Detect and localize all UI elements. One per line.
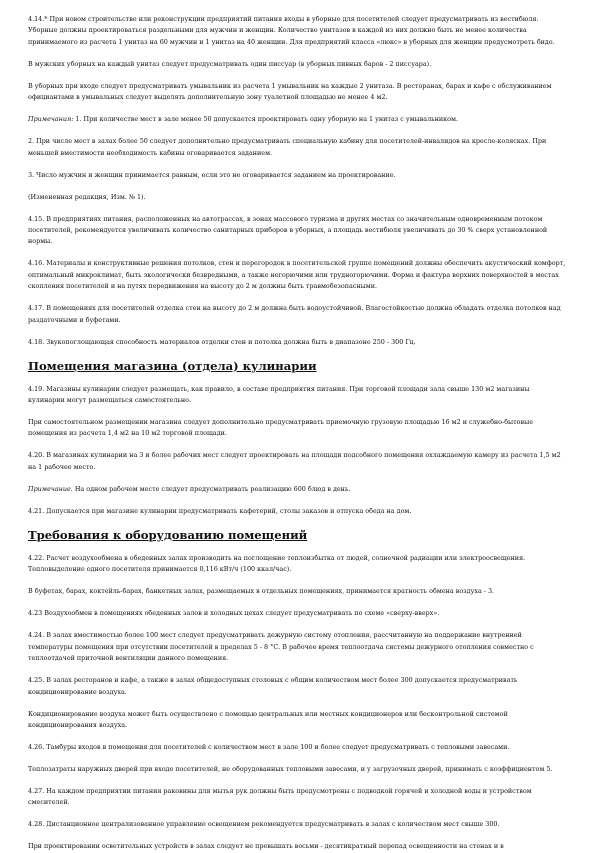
paragraph-4-27: 4.27. На каждом предприятии питания раковины для мытья рук должны быть предусмотрены с подводкой горячей и холодной воды и устройством смесителей.	[28, 786, 532, 807]
paragraph-4-25: 4.25. В залах ресторанов и кафе, а также в залах общедоступных столовых с общим количеством мест более 300 допускается предусматривать кондиционирование воздуха.	[28, 676, 518, 696]
paragraph-4-22: 4.22. Расчет воздухообмена в обеденных залах производить на поглощение теплоизбытка от людей, солнечной радиации или электроосвещения. Тепловыделение одного посетителя принимается 0,116 кВт/ч (100 ккал/час).	[28, 553, 526, 574]
section-heading-equipment: Требования к оборудованию помещений	[28, 527, 308, 542]
paragraph-4-24: 4.24. В залах вместимостью более 100 мест следует предусматривать дежурную систему отопления, рассчитанную на поддержание внутренней температуры помещения при отсутствии посетителей в пределах 5 - 8 °С. В рабочее время теплоотдача системы дежурного отопления совместно с теплоотдачей приточной вентиляции данного помещения.	[28, 631, 534, 663]
paragraph-standalone-shop: При самостоятельном размещении магазина следует дополнительно предусматривать приемочную грузовую площадью 16 м2 и служебно-бытовые помещения из расчета 1,4 м2 на 10 м2 торговой площади.	[28, 418, 533, 438]
paragraph-washbasins: В уборных при входе следует предусматривать умывальник из расчета 1 умывальник на каждые 2 унитаза. В ресторанах, барах и кафе с обслуживанием официантами в умывальных следует выделять дополнительную зону туалетной площадью не менее 4 м2.	[28, 81, 552, 102]
section-equipment-requirements	[28, 528, 567, 853]
section-culinary-shop	[28, 359, 567, 518]
note-3: 3. Число мужчин и женщин принимается равным, если это не оговаривается заданием на проектирование.	[28, 170, 396, 179]
paragraph-lighting-design: При проектировании осветительных устройств в залах следует не превышать восьми - десятикратный перепад освещенности на стенах и в	[28, 842, 504, 851]
paragraph-4-23: 4.23 Воздухообмен в помещениях обеденных залов и холодных цехах следует предусматривать по схеме «сверху-вверх».	[28, 609, 440, 618]
paragraph-4-26: 4.26. Тамбуры входов в помещения для посетителей с количеством мест в зале 100 и более следует предусматривать с тепловыми завесами.	[28, 742, 510, 751]
paragraph-4-17: 4.17. В помещениях для посетителей отделка стен на высоту до 2 м должна быть водоустойчивой. Влагостойкостью должна обладать отделка потолков над раздаточными и буфетами.	[28, 304, 561, 324]
amendment-note: (Измененная редакция, Изм. № 1).	[28, 192, 146, 201]
paragraph-4-18: 4.18. Звукопоглощающая способность материалов отделки стен и потолка должна быть в диапазоне 250 - 300 Гц.	[28, 337, 416, 346]
paragraph-air-conditioning: Кондиционирование воздуха может быть осуществлено с помощью центральных или местных кондиционеров или бесконтрольной системой кондиционирования воздуха.	[28, 709, 508, 729]
paragraph-buffets-air: В буфетах, барах, коктейль-барах, банкетных залах, размещаемых в отдельных помещениях, принимается кратность обмена воздуха - 3.	[28, 587, 495, 596]
note-1: Примечания: 1. При количестве мест в зале менее 50 допускается проектировать одну уборную на 1 унитаз с умывальником.	[28, 115, 459, 124]
paragraph-4-19: 4.19. Магазины кулинарии следует размещать, как правило, в составе предприятия питания. При торговой площади зала свыше 130 м2 магазины кулинарии могут размещаться самостоятельно.	[28, 384, 530, 405]
paragraph-4-28: 4.28. Дистанционное централизованное управление освещением рекомендуется предусматривать в залах с количеством мест свыше 300.	[28, 820, 500, 829]
paragraph-4-15: 4.15. В предприятиях питания, расположенных на автотрассах, в зонах массового туризма и других местах со значительным одновременным потоком посетителей, рекомендуется увеличивать количество санитарных приборов в уборных, а площадь вестибюля увеличивать до 30 % сверх установленной нормы.	[28, 214, 548, 246]
note-workplace: Примечание. На одном рабочем месте следует предусматривать реализацию 600 блюд в день.	[28, 484, 351, 493]
paragraph-4-14: 4.14.* При новом строительстве или реконструкции предприятий питания входы в уборные для посетителей следует предусматривать из вестибюля. Уборные должны проектироваться раздельными для мужчин и женщин. Количество унитазов в каждой из них должно быть не менее количества принимаемого из расчета 1 унитаз на 60 мужчин и 1 унитаз на 40 женщин. Для предприятий класса «люкс» в уборных для женщин предусмотреть биде.	[28, 15, 555, 46]
paragraph-4-16: 4.16. Материалы и конструктивные решения потолков, стен и перегородок в посетительской группе помещений должны обеспечить акустический комфорт, оптимальный микроклимат, быть экологически безвредными, а также негорючими или трудногорючими. Форма и фактура верхних поверхностей в местах скопления посетителей и на путях передвижения на высоту до 2 м должны быть травмобезопасными.	[28, 259, 566, 291]
paragraph-4-21: 4.21. Допускается при магазине кулинарии предусматривать кафетерий, столы заказов и отпуска обеда на дом.	[28, 506, 412, 515]
section-heading-culinary-shop: Помещения магазина (отдела) кулинарии	[28, 358, 317, 373]
paragraph-4-20: 4.20. В магазинах кулинарии на 3 и более рабочих мест следует проектировать на площади подсобного помещения охлаждаемую камеру из расчета 1,5 м2 на 1 рабочее место.	[28, 451, 561, 471]
section-toilets	[28, 14, 567, 348]
paragraph-heat-loss: Теплозатраты наружных дверей при входе посетителей, не оборудованных тепловыми завесами, и у загрузочных дверей, принимать с коэффициентом 5.	[28, 764, 553, 773]
note-2: 2. При числе мест в залах более 50 следует дополнительно предусматривать специальную кабину для посетителей-инвалидов на кресле-колясках. При меньшей вместимости необходимость кабины оговаривается заданием.	[28, 137, 547, 157]
paragraph-urinals: В мужских уборных на каждый унитаз следует предусматривать один писсуар (в уборных пивных баров - 2 писсуара).	[28, 59, 432, 68]
